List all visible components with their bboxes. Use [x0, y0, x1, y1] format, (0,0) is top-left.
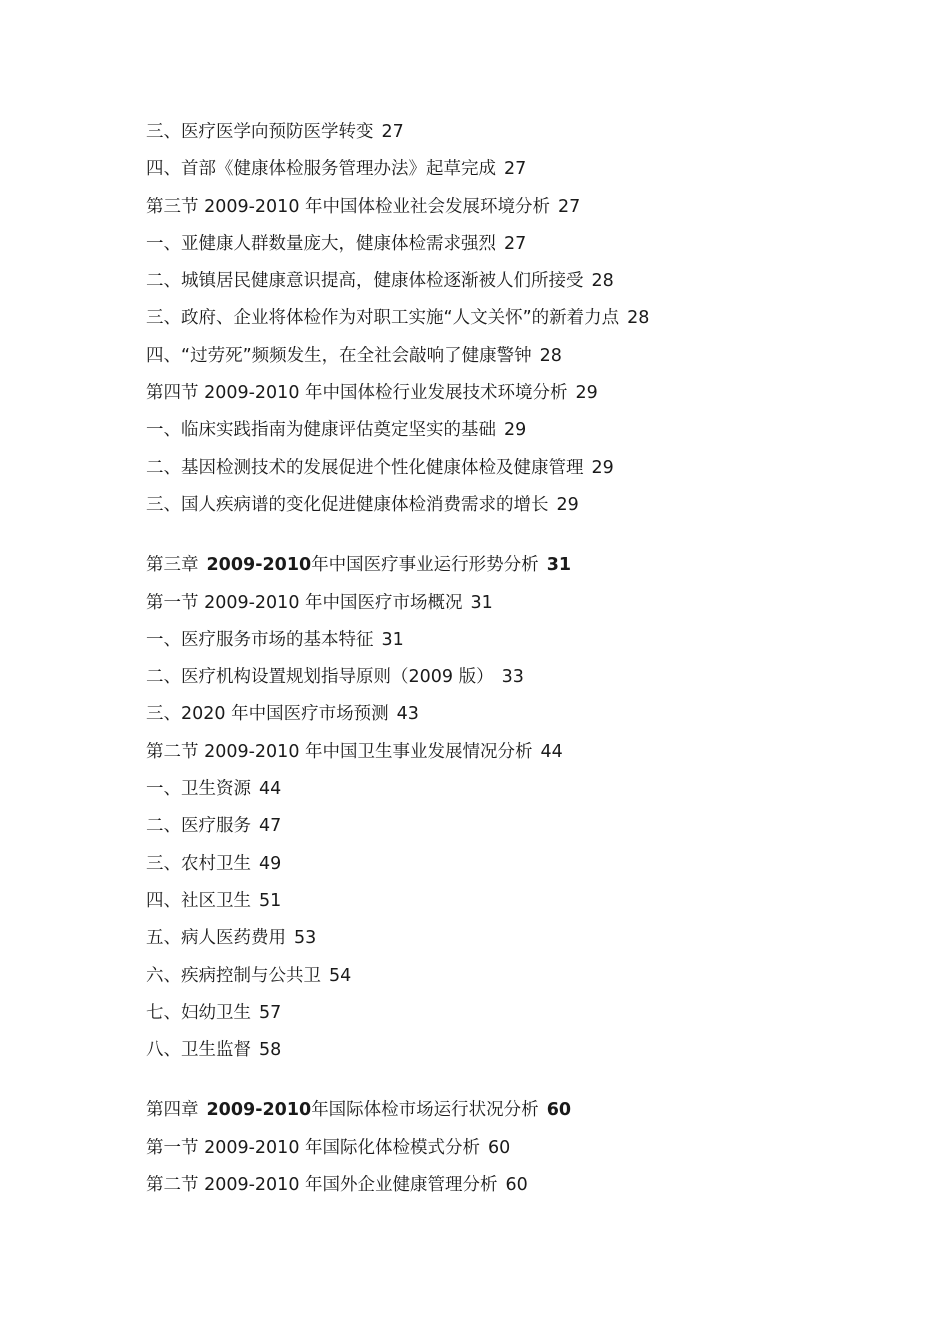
toc-chapter-4 [146, 1096, 906, 1133]
toc-chapter-3 [146, 551, 906, 588]
toc-entry [146, 304, 906, 341]
toc-entry [146, 663, 906, 700]
toc-entry-title: 第二节 2009-2010 年国外企业健康管理分析 [146, 1175, 498, 1196]
toc-entry [146, 700, 906, 737]
toc-entry-title: 一、卫生资源 [146, 779, 251, 800]
toc-entry [146, 812, 906, 849]
toc-entry [146, 626, 906, 663]
toc-entry-page: 43 [396, 704, 419, 725]
toc-entry [146, 1036, 906, 1073]
toc-entry-page: 29 [575, 383, 598, 404]
toc-entry-title: 六、疾病控制与公共卫 [146, 965, 321, 986]
toc-entry-title: 第一节 2009-2010 年中国医疗市场概况 [146, 592, 463, 613]
toc-entry [146, 775, 906, 812]
toc-entry-page: 28 [627, 308, 650, 329]
toc-entry-page: 31 [470, 592, 493, 613]
chapter-years: 2009-2010 [206, 555, 312, 576]
toc-section [146, 589, 906, 626]
chapter-years: 2009-2010 [206, 1100, 312, 1121]
toc-entry-title: 三、政府、企业将体检作为对职工实施“人文关怀”的新着力点 [146, 308, 620, 329]
toc-entry-page: 29 [556, 494, 579, 515]
toc-entry-page: 27 [504, 233, 527, 254]
chapter-title: 年中国医疗事业运行形势分析 [311, 555, 539, 576]
toc-entry [146, 342, 906, 379]
toc-entry [146, 416, 906, 453]
toc-entry-page: 29 [504, 420, 527, 441]
toc-entry [146, 267, 906, 304]
toc-entry-page: 57 [259, 1002, 282, 1023]
toc-entry-title: 二、基因检测技术的发展促进个性化健康体检及健康管理 [146, 457, 584, 478]
toc-entry-page: 27 [558, 196, 581, 217]
toc-entry-page: 33 [501, 667, 524, 688]
toc-entry-page: 27 [381, 122, 404, 142]
toc-section [146, 379, 906, 416]
toc-entry-title: 三、国人疾病谱的变化促进健康体检消费需求的增长 [146, 494, 549, 515]
chapter-page: 60 [546, 1100, 572, 1121]
toc-entry-title: 八、卫生监督 [146, 1040, 251, 1061]
toc-entry-title: 一、医疗服务市场的基本特征 [146, 629, 374, 650]
toc-entry-page: 47 [259, 816, 282, 837]
toc-entry-title: 第二节 2009-2010 年中国卫生事业发展情况分析 [146, 741, 533, 762]
toc-entry-page: 53 [294, 928, 317, 949]
chapter-spacer [146, 528, 906, 551]
toc-entry-page: 31 [381, 629, 404, 650]
toc-entry-page: 60 [488, 1137, 511, 1158]
toc-entry [146, 850, 906, 887]
toc-entry-page: 29 [591, 457, 614, 478]
toc-entry-title: 二、医疗机构设置规划指导原则（2009 版） [146, 667, 494, 688]
toc-entry-title: 第一节 2009-2010 年国际化体检模式分析 [146, 1137, 481, 1158]
toc-entry-page: 54 [329, 965, 352, 986]
toc-section [146, 738, 906, 775]
toc-entry [146, 118, 906, 155]
toc-section [146, 1171, 906, 1208]
toc-entry [146, 924, 906, 961]
toc-section [146, 193, 906, 230]
toc-entry-page: 58 [259, 1040, 282, 1061]
toc-entry [146, 491, 906, 528]
toc-entry-title: 四、社区卫生 [146, 890, 251, 911]
toc-entry-title: 四、“过劳死”频频发生，在全社会敲响了健康警钟 [146, 345, 532, 366]
toc-entry-page: 27 [504, 159, 527, 180]
chapter-spacer [146, 1073, 906, 1096]
toc-entry [146, 454, 906, 491]
toc-entry-title: 一、亚健康人群数量庞大，健康体检需求强烈 [146, 233, 496, 254]
toc-entry [146, 230, 906, 267]
chapter-page: 31 [546, 555, 572, 576]
toc-entry-title: 第三节 2009-2010 年中国体检业社会发展环境分析 [146, 196, 551, 217]
chapter-prefix: 第三章 [146, 555, 199, 576]
toc-entry-page: 44 [259, 779, 282, 800]
toc-entry-page: 60 [505, 1175, 528, 1196]
toc-entry-title: 三、农村卫生 [146, 853, 251, 874]
toc-entry-title: 五、病人医药费用 [146, 928, 286, 949]
toc-entry-title: 四、首部《健康体检服务管理办法》起草完成 [146, 159, 496, 180]
chapter-title: 年国际体检市场运行状况分析 [311, 1100, 539, 1121]
toc-entry-page: 28 [591, 271, 614, 292]
toc-entry-title: 二、城镇居民健康意识提高，健康体检逐渐被人们所接受 [146, 271, 584, 292]
toc-entry-title: 第四节 2009-2010 年中国体检行业发展技术环境分析 [146, 383, 568, 404]
toc-entry-title: 三、医疗医学向预防医学转变 [146, 122, 374, 142]
toc-section [146, 1134, 906, 1171]
toc-entry-page: 49 [259, 853, 282, 874]
toc-entry-page: 28 [539, 345, 562, 366]
chapter-prefix: 第四章 [146, 1100, 199, 1121]
toc-entry [146, 155, 906, 192]
toc-entry-title: 二、医疗服务 [146, 816, 251, 837]
table-of-contents [146, 118, 906, 1208]
toc-entry-page: 44 [540, 741, 563, 762]
toc-entry-title: 七、妇幼卫生 [146, 1002, 251, 1023]
toc-entry-title: 一、临床实践指南为健康评估奠定坚实的基础 [146, 420, 496, 441]
toc-entry [146, 999, 906, 1036]
toc-entry [146, 962, 906, 999]
toc-entry-page: 51 [259, 890, 282, 911]
toc-entry [146, 887, 906, 924]
toc-entry-title: 三、2020 年中国医疗市场预测 [146, 704, 389, 725]
